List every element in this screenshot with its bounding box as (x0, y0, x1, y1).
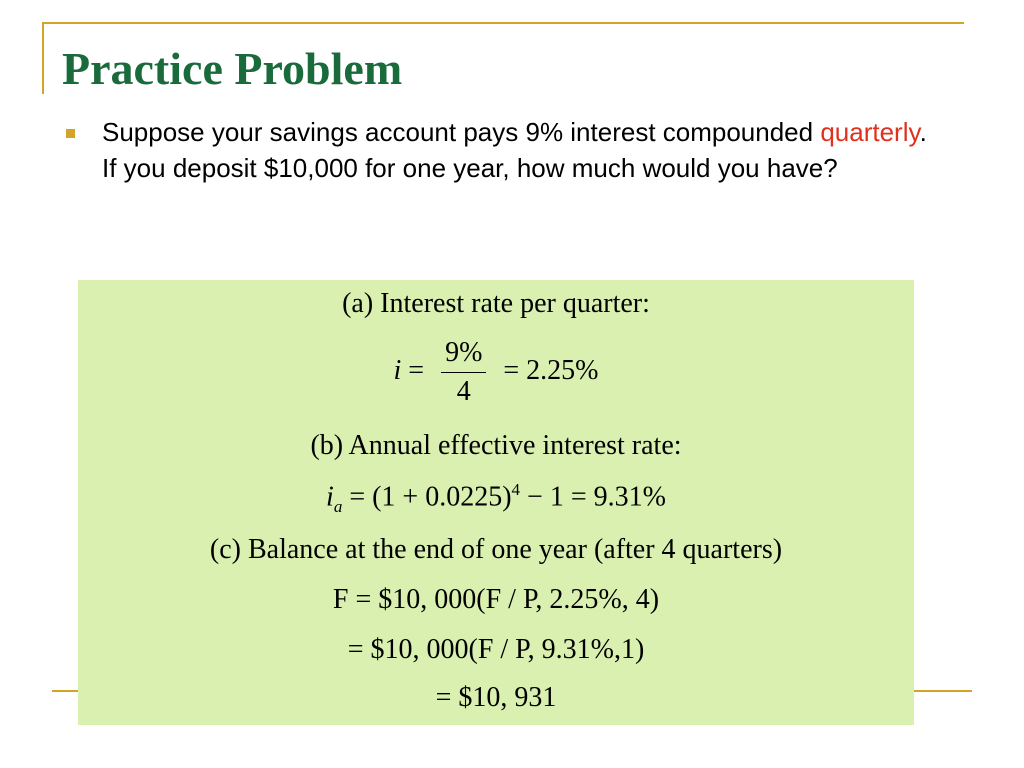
left-rule (42, 22, 44, 94)
eq-b-exponent: 4 (511, 480, 521, 499)
equation-a (78, 336, 914, 409)
equation-c1: F = $10, 000(F / P, 2.25%, 4) (332, 584, 660, 615)
slide-title: Practice Problem (62, 43, 403, 94)
equation-c2: = $10, 000(F / P, 9.31%,1) (347, 634, 645, 665)
formula-box (78, 280, 914, 725)
part-c-label: (c) Balance at the end of one year (after 4 quarters) (209, 534, 783, 565)
eq-a-equals: = (408, 354, 425, 386)
fraction (441, 336, 486, 409)
fraction-denominator: 4 (456, 376, 471, 407)
bullet-highlight: quarterly (820, 117, 920, 147)
eq-b-rhs: − 1 = 9.31% (520, 481, 666, 513)
top-rule (42, 22, 964, 24)
bullet-text-before: Suppose your savings account pays 9% interest compounded (102, 117, 821, 147)
square-bullet-icon (66, 129, 75, 138)
eq-b-subscript: a (333, 496, 343, 516)
bullet-text (102, 114, 942, 186)
eq-a-rhs: = 2.25% (503, 354, 599, 386)
bullet-item (62, 114, 942, 186)
equation-b (78, 480, 914, 517)
part-b-label: (b) Annual effective interest rate: (310, 430, 682, 461)
fraction-numerator: 9% (441, 336, 486, 373)
part-a-label: (a) Interest rate per quarter: (342, 288, 650, 319)
eq-b-middle: = (1 + 0.0225) (342, 481, 512, 513)
equation-c3: = $10, 931 (435, 682, 557, 713)
eq-b-lhs: i (326, 481, 334, 513)
eq-a-lhs: i (393, 354, 402, 386)
bullet-text-after: . If you deposit $10,000 for one year, how much would you have? (102, 117, 927, 183)
